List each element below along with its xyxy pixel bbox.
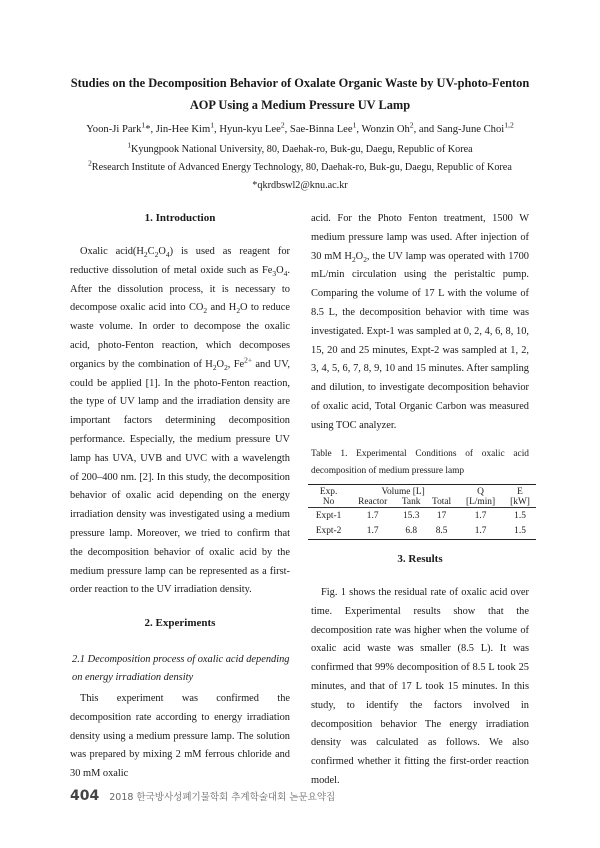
section-heading-introduction: 1. Introduction <box>144 212 216 224</box>
table-caption: Table 1. Experimental Conditions of oxalic acid decomposition of medium pressure lamp <box>311 449 529 476</box>
affil-mark: 2 <box>88 158 92 168</box>
experimental-conditions-table <box>308 484 536 540</box>
subsection-heading: 2.1 Decomposition process of oxalic acid depending on energy irradiation density <box>72 654 290 683</box>
table-cell: 6.8 <box>405 526 418 537</box>
table-header-no: No <box>322 497 335 507</box>
table-cell: 1.7 <box>366 526 379 537</box>
author-name: , Jin-Hee Kim <box>150 124 211 135</box>
table-header-exp: Exp. <box>319 487 338 497</box>
table-header-e: E <box>517 487 523 497</box>
table-header-volume: Volume [L] <box>381 487 425 497</box>
table-cell: Expt-1 <box>315 510 342 521</box>
table-cell: 1.5 <box>514 510 526 521</box>
table-cell: 17 <box>436 510 447 521</box>
table-cell: 1.7 <box>474 510 487 521</box>
author-affil-mark: 1 <box>352 120 357 130</box>
introduction-text: Oxalic $acid(H_2C_2O_4)$ is used as reagent for reductive dissolution of metal oxide such as $Fe_3O_4$. After the dissolution process, it is necessary to decompose oxalic acid into $CO_2$ and $H_2O$ to reduce waste volume. In order to decompose the oxalic acid, photo-Fenton reaction, which decomposes organics by the combination of $H_2O_2$, $Fe^{2+}$ and UV, could be applied [1]. In the photo-Fenton reaction, the type of UV lamp and the irradiation density are important factors determining decomposition performance. Especially, the medium pressure UV lamp has UVA, UVB and UVC with a wavelength of 200–400 nm. [2]. In this study, the decomposition behavior of oxalic acid depending on the energy irradiation density was investigated using a medium pressure lamp. Moreover, we tried to confirm that the decomposition behavior of oxalic acid by the medium pressure lamp can be represented as a first-order reaction to the UV irradiation density. <box>70 246 290 596</box>
author-name: , Hyun-kyu Lee <box>214 124 281 135</box>
results-text: Fig. 1 shows the residual rate of oxalic acid over time. Experimental results show that the decomposition rate was higher when the volume of oxalic acid waste was smaller (8.5 L). It was confirmed that 99% decomposition of 8.5 L took 25 minutes, and that of 17 L took 15 minutes. In this study, to identify the factors involved in decomposition behavior The energy irradiation density was calculated as follows. We also confirmed whether it fitting the first-order reaction model. <box>311 587 529 786</box>
author-name: , Sae-Binna Lee <box>284 124 353 135</box>
table-header-total: Total <box>432 497 452 507</box>
affil-text: Research Institute of Advanced Energy Technology, 80, Daehak-ro, Buk-gu, Daegu, Republic of Korea <box>91 162 512 173</box>
page-footer <box>70 788 335 804</box>
table-row <box>308 508 536 524</box>
table-cell: 15.3 <box>402 510 420 521</box>
affiliation-1 <box>40 142 560 158</box>
corresponding-email: *qkrdbswl2@knu.ac.kr <box>252 180 348 191</box>
corresponding-mark: * <box>145 124 151 135</box>
table-header-tank: Tank <box>401 497 421 507</box>
table-cell: 1.7 <box>366 510 379 521</box>
author-list <box>40 122 560 138</box>
author-affil-mark: 1 <box>210 120 215 130</box>
author-affil-mark: 2 <box>280 120 285 130</box>
table-cell: 1.5 <box>514 526 526 537</box>
table-header-q: Q <box>477 487 484 497</box>
table-cell: 1.7 <box>474 526 487 537</box>
title-line-1: Studies on the Decomposition Behavior of Oxalate Organic Waste by UV-photo-Fenton <box>70 76 530 90</box>
proceedings-name: 2018 한국방사성폐기물학회 추계학술대회 논문요약집 <box>109 792 336 803</box>
table-header-q-unit: [L/min] <box>465 497 496 507</box>
title-line-2: AOP Using a Medium Pressure UV Lamp <box>189 98 411 112</box>
table-header-reactor: Reactor <box>358 497 388 507</box>
page-number: 404 <box>70 788 100 804</box>
author-affil-mark: 1 <box>141 120 146 130</box>
affil-text: Kyungpook National University, 80, Daehak-ro, Buk-gu, Daegu, Republic of Korea <box>131 144 473 155</box>
table-header-e-unit: [kW] <box>510 497 530 507</box>
table-cell: Expt-2 <box>315 526 342 537</box>
author-affil-mark: 2 <box>409 120 414 130</box>
table-row <box>308 524 536 540</box>
section-heading-results: 3. Results <box>397 553 443 565</box>
paper-title <box>60 72 540 116</box>
author-affil-mark: 1,2 <box>504 120 514 130</box>
table-cell: 8.5 <box>435 526 448 537</box>
author-name: , and Sang-June Choi <box>413 124 505 135</box>
affiliation-2 <box>40 160 560 176</box>
affil-mark: 1 <box>127 140 131 150</box>
section-heading-experiments: 2. Experiments <box>144 617 216 629</box>
author-name: Yoon-Ji Park <box>86 124 142 135</box>
author-name: , Wonzin Oh <box>356 124 410 135</box>
experiments-text-continued: acid. For the Photo Fenton treatment, 1500 W medium pressure lamp was used. After injection of 30 mM $H_2O_2$, the UV lamp was operated with 1700 mL/min circulation using the peristaltic pump. Comparing the volume of 17 L with the volume of 8.5 L, the decomposition behavior with time was investigated. Expt-1 was sampled at 0, 2, 4, 6, 8, 10, 15, 20 and 25 minutes, Expt-2 was sampled at 1, 2, 3, 4, 5, 6, 7, 8, 9, 10 and 15 minutes. After sampling and dilution, to investigate decomposition behavior of oxalic acid, Total Organic Carbon was measured using TOC analyzer. <box>311 213 529 431</box>
experiments-text: This experiment was confirmed the decomposition rate according to energy irradiation density using a medium pressure lamp. The solution was prepared by mixing 2 mM ferrous chloride and 30 mM oxalic <box>70 693 290 780</box>
